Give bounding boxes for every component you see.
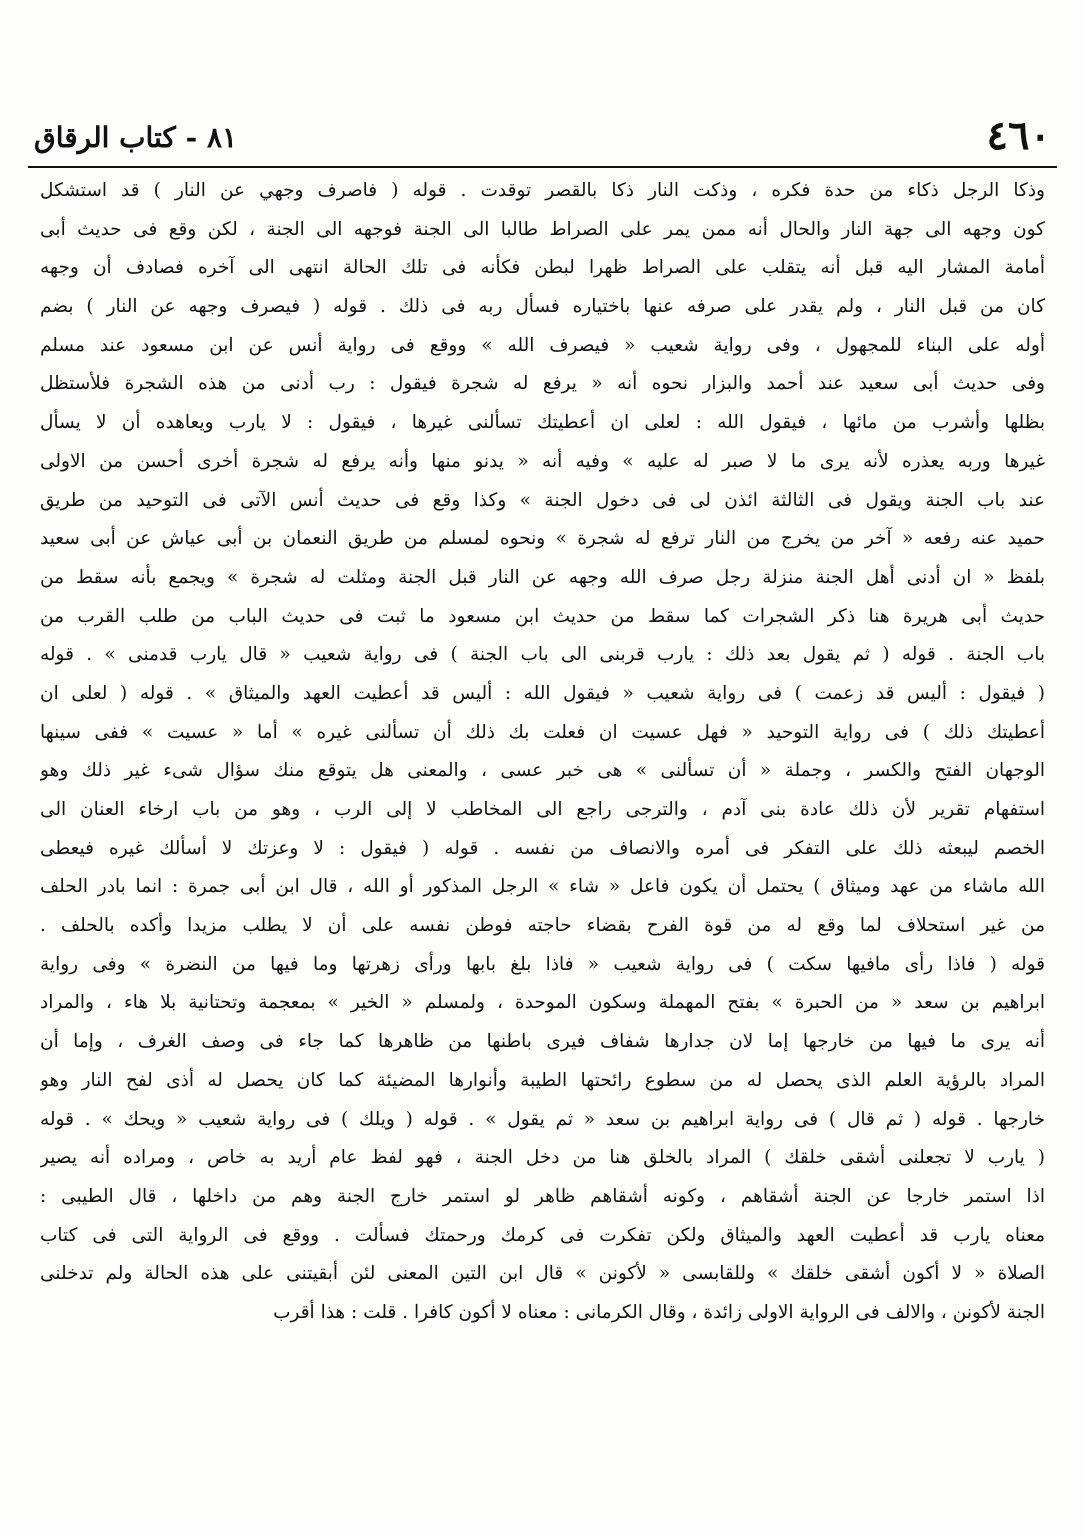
text-line: وذكا الرجل ذكاء من حدة فكره ، وذكت النار ذكا بالقصر توقدت . قوله ( فاصرف وجهي عن النار ) قد استشكل	[40, 180, 1045, 201]
text-line: الوجهان الفتح والكسر ، وجملة « أن تسألنى » هى خبر عسى ، والمعنى هل يتوقع منك سؤال شىء غير ذلك وهو	[40, 760, 1045, 782]
text-line: من غير استحلاف لما وقع له من قوة الفرح بقضاء حاجته فوطن نفسه على أن لا يطلب مزيدا وأكده بالحلف .	[40, 915, 1045, 937]
text-line: أعطيتك ذلك ) فى رواية التوحيد « فهل عسيت ان فعلت بك ذلك أن تسألنى غيره » أما « عسيت » ففى سينها	[40, 721, 1045, 743]
text-line: بلفظ « ان أدنى أهل الجنة منزلة رجل صرف الله وجهه عن النار قبل الجنة ومثلت له شجرة » ويجمع بأنه سقط من	[40, 566, 1045, 588]
text-line: المراد بالرؤية العلم الذى يحصل له من سطوع رائحتها الطيبة وأنوارها المضيئة كما كان يحصل له أذى لفح النار وهو	[40, 1069, 1045, 1091]
body-text	[40, 172, 1045, 1333]
text-line: غيرها وربه يعذره لأنه يرى ما لا صبر له عليه » وفيه أنه « يدنو منها وأنه يرفع له شجرة أخرى أحسن من الاولى	[40, 450, 1045, 472]
page-header	[28, 112, 1057, 164]
text-line: كون وجهه الى جهة النار والحال أنه ممن يمر على الصراط طالبا الى الجنة فوجهه الى الجنة ، لكن وقع فى حديث أبى	[40, 218, 1045, 240]
text-line: عند باب الجنة ويقول فى الثالثة ائذن لى فى دخول الجنة » وكذا وقع فى حديث أنس الآتى فى التوحيد من طريق	[40, 489, 1045, 511]
text-line: أوله على البناء للمجهول ، وفى رواية شعيب « فيصرف الله » ووقع فى رواية أنس عن ابن مسعود عند مسلم	[40, 334, 1045, 356]
page-number: ٤٦٠	[986, 112, 1051, 159]
running-title: ٨١ - كتاب الرقاق	[34, 121, 238, 154]
text-line: حميد عنه رفعه « آخر من يخرج من النار ترفع له شجرة » ونحوه لمسلم من طريق النعمان بن أبى عياش عن أبى سعيد	[40, 528, 1045, 550]
text-line: ( فيقول : أليس قد زعمت ) فى رواية شعيب « فيقول الله : أليس قد أعطيت العهد والميثاق » . قوله ( لعلى ان	[40, 682, 1045, 704]
text-line: أمامة المشار اليه قبل أنه يتقلب على الصراط ظهرا لبطن فكأنه فى تلك الحالة انتهى الى آخره فصادف أن وجهه	[40, 257, 1045, 279]
text-line: خارجها . قوله ( ثم قال ) فى رواية ابراهيم بن سعد « ثم يقول » . قوله ( ويلك ) فى رواية شعيب « ويحك » . قوله	[40, 1108, 1045, 1130]
text-line: باب الجنة . قوله ( ثم يقول بعد ذلك : يارب قربنى الى باب الجنة ) فى رواية شعيب « قال يارب قدمنى » . قوله	[40, 644, 1045, 666]
text-line: ( يارب لا تجعلنى أشقى خلقك ) المراد بالخلق هنا من دخل الجنة ، فهو لفظ عام أريد به خاص ، ومراده أنه يصير	[40, 1147, 1045, 1169]
text-line: أنه يرى ما فيها من خارجها إما لان جدارها شفاف فيرى باطنها من ظاهرها كما جاء فى وصف الغرف ، وإما أن	[40, 1031, 1045, 1053]
text-line: الخصم ليبعثه ذلك على التفكر فى أمره والانصاف من نفسه . قوله ( فيقول : لا وعزتك لا أسألك غيره فيعطى	[40, 837, 1045, 859]
text-line: بظلها وأشرب من مائها ، فيقول الله : لعلى ان أعطيتك تسألنى غيرها ، فيقول : لا يارب ويعاهده أن لا يسأل	[40, 412, 1045, 434]
text-line: الله ماشاء من عهد وميثاق ) يحتمل أن يكون فاعل « شاء » الرجل المذكور أو الله ، قال ابن أبى جمرة : انما بادر الحلف	[40, 876, 1045, 898]
text-line: اذا استمر خارجا عن الجنة أشقاهم ، وكونه أشقاهم ظاهر لو استمر خارج الجنة وهم من داخلها ، قال الطيبى :	[40, 1185, 1045, 1207]
text-line: حديث أبى هريرة هنا ذكر الشجرات كما سقط من حديث ابن مسعود ما ثبت فى حديث الباب من طلب القرب من	[40, 605, 1045, 627]
text-line: استفهام تقرير لأن ذلك عادة بنى آدم ، والترجى راجع الى المخاطب لا إلى الرب ، وهو من باب ارخاء العنان الى	[40, 799, 1045, 820]
text-line: وفى حديث أبى سعيد عند أحمد والبزار نحوه أنه « يرفع له شجرة فيقول : رب أدنى من هذه الشجرة فلأستظل	[40, 373, 1045, 395]
text-line: الجنة لأكونن ، والالف فى الرواية الاولى زائدة ، وقال الكرمانى : معناه لا أكون كافرا . قلت : هذا أقرب	[273, 1301, 1045, 1323]
header-rule	[28, 166, 1057, 168]
text-line: ابراهيم بن سعد « من الحبرة » بفتح المهملة وسكون الموحدة ، ولمسلم « الخير » بمعجمة وتحتانية بلا هاء ، والمراد	[40, 992, 1045, 1014]
text-line: قوله ( فاذا رأى مافيها سكت ) فى رواية شعيب « فاذا بلغ بابها ورأى زهرتها وما فيها من النضرة » وفى رواية	[40, 953, 1045, 975]
text-line: معناه يارب قد أعطيت العهد والميثاق ولكن تفكرت فى كرمك ورحمتك فسألت . ووقع فى الرواية التى فى كتاب	[40, 1224, 1045, 1246]
text-line: كان من قبل النار ، ولم يقدر على صرفه عنها باختياره فسأل ربه فى ذلك . قوله ( فيصرف وجهه عن النار ) بضم	[40, 296, 1045, 318]
text-line: الصلاة « لا أكون أشقى خلقك » وللقابسى « لأكونن » قال ابن التين المعنى لئن أبقيتنى على هذه الحالة ولم تدخلنى	[40, 1263, 1045, 1285]
